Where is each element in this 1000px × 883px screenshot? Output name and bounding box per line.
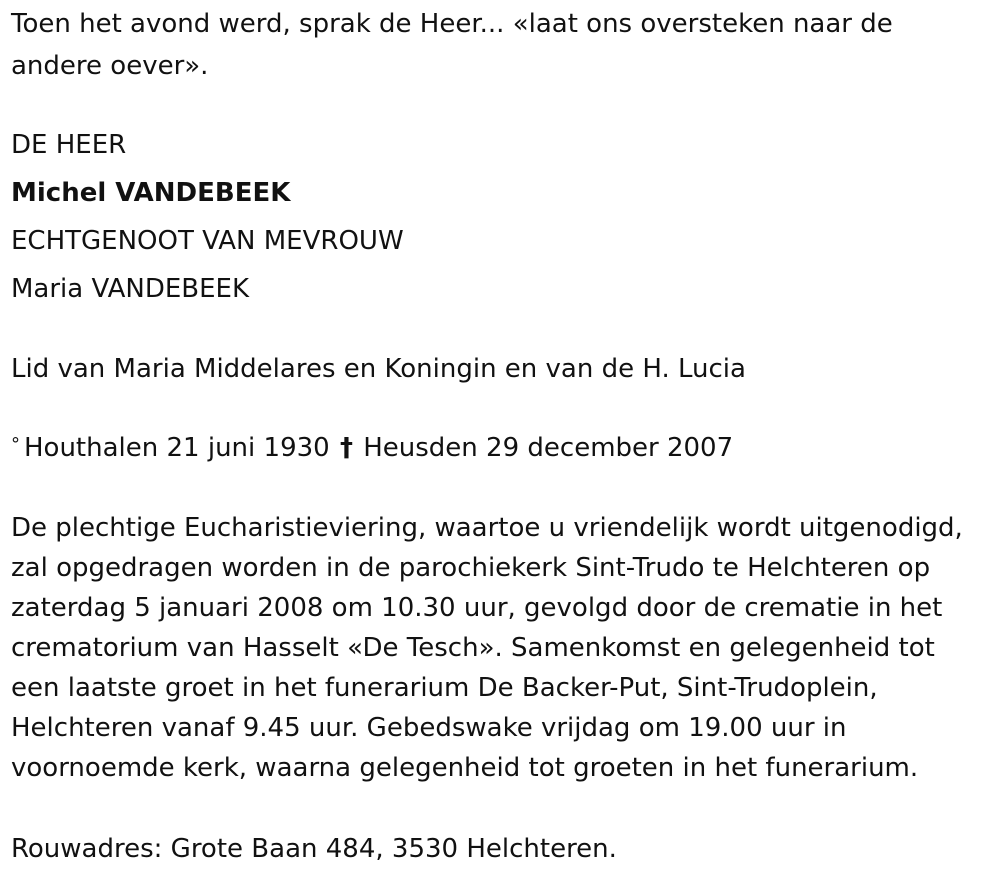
ceremony-line: zal opgedragen worden in de parochiekerk Sint-Trudo te Helchteren op: [11, 553, 931, 583]
ceremony-line: voornoemde kerk, waarna gelegenheid tot groeten in het funerarium.: [11, 753, 919, 783]
mourning-address: Rouwadres: Grote Baan 484, 3530 Helchteren.: [11, 834, 617, 864]
cross-icon: †: [339, 433, 353, 463]
spouse-name: Maria VANDEBEEK: [11, 274, 250, 304]
ceremony-line: crematorium van Hasselt «De Tesch». Samenkomst en gelegenheid tot: [11, 633, 935, 663]
opening-quote-line-1: Toen het avond werd, sprak de Heer... «laat ons oversteken naar de: [11, 9, 893, 39]
birth-death-line: [11, 428, 992, 468]
title-de-heer: DE HEER: [11, 130, 127, 160]
deceased-name: Michel VANDEBEEK: [11, 178, 291, 208]
birth-text: Houthalen 21 juni 1930: [24, 433, 330, 463]
death-text: Heusden 29 december 2007: [363, 433, 734, 463]
ceremony-line: Helchteren vanaf 9.45 uur. Gebedswake vrijdag om 19.00 uur in: [11, 713, 847, 743]
ceremony-line: zaterdag 5 januari 2008 om 10.30 uur, gevolgd door de crematie in het: [11, 593, 943, 623]
ceremony-line: De plechtige Eucharistieviering, waartoe u vriendelijk wordt uitgenodigd,: [11, 513, 963, 543]
membership-line: Lid van Maria Middelares en Koningin en van de H. Lucia: [11, 354, 746, 384]
ceremony-line: een laatste groet in het funerarium De Backer-Put, Sint-Trudoplein,: [11, 673, 878, 703]
spouse-label: ECHTGENOOT VAN MEVROUW: [11, 226, 404, 256]
birth-symbol: °: [11, 434, 20, 455]
opening-quote-line-2: andere oever».: [11, 51, 209, 81]
